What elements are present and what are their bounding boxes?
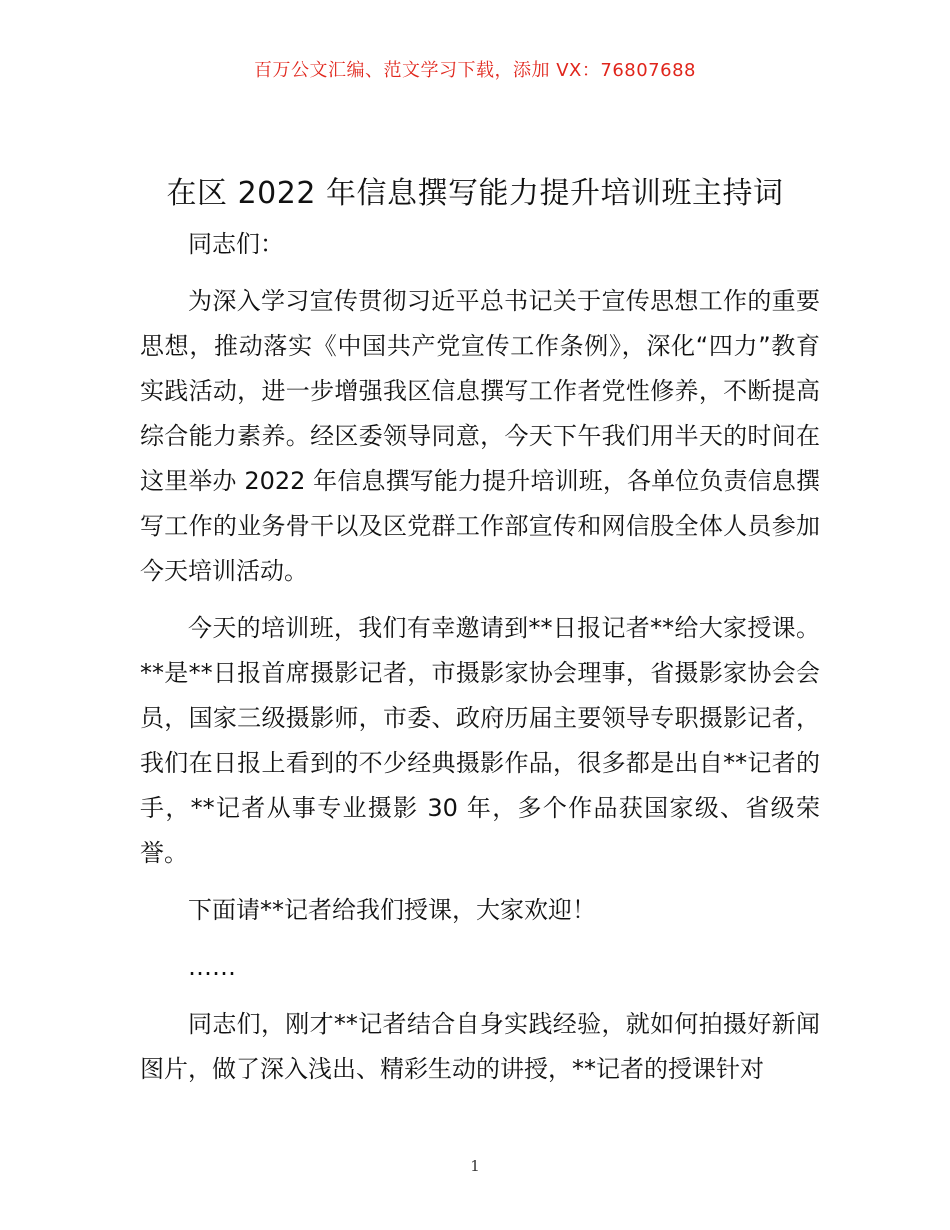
document-body [140,222,820,1104]
body-paragraph: 下面请**记者给我们授课，大家欢迎！ [188,896,596,924]
body-paragraph: 为深入学习宣传贯彻习近平总书记关于宣传思想工作的重要思想，推动落实《中国共产党宣传工作条例》，深化“四力”教育实践活动，进一步增强我区信息撰写工作者党性修养，不断提高综合能力素养。经区委领导同意，今天下午我们用半天的时间在这里举办 2022 年信息撰写能力提升培训班，各单位负责信息撰写工作的业务骨干以及区党群工作部宣传和网信股全体人员参加今天培训活动。 [140,287,820,585]
greeting-paragraph: 同志们： [188,230,284,258]
body-paragraph: 同志们，刚才**记者结合自身实践经验，就如何拍摄好新闻图片，做了深入浅出、精彩生动的讲授，**记者的授课针对 [140,1010,820,1083]
document-title: 在区 2022 年信息撰写能力提升培训班主持词 [166,176,784,211]
page-number: 1 [470,1157,480,1175]
ellipsis-paragraph: …… [188,953,236,981]
header-note: 百万公文汇编、范文学习下载，添加 VX：76807688 [254,60,696,81]
body-paragraph: 今天的培训班，我们有幸邀请到**日报记者**给大家授课。**是**日报首席摄影记者，市摄影家协会理事，省摄影家协会会员，国家三级摄影师，市委、政府历届主要领导专职摄影记者，我们在日报上看到的不少经典摄影作品，很多都是出自**记者的手，**记者从事专业摄影 30 年，多个作品获国家级、省级荣誉。 [140,614,820,867]
